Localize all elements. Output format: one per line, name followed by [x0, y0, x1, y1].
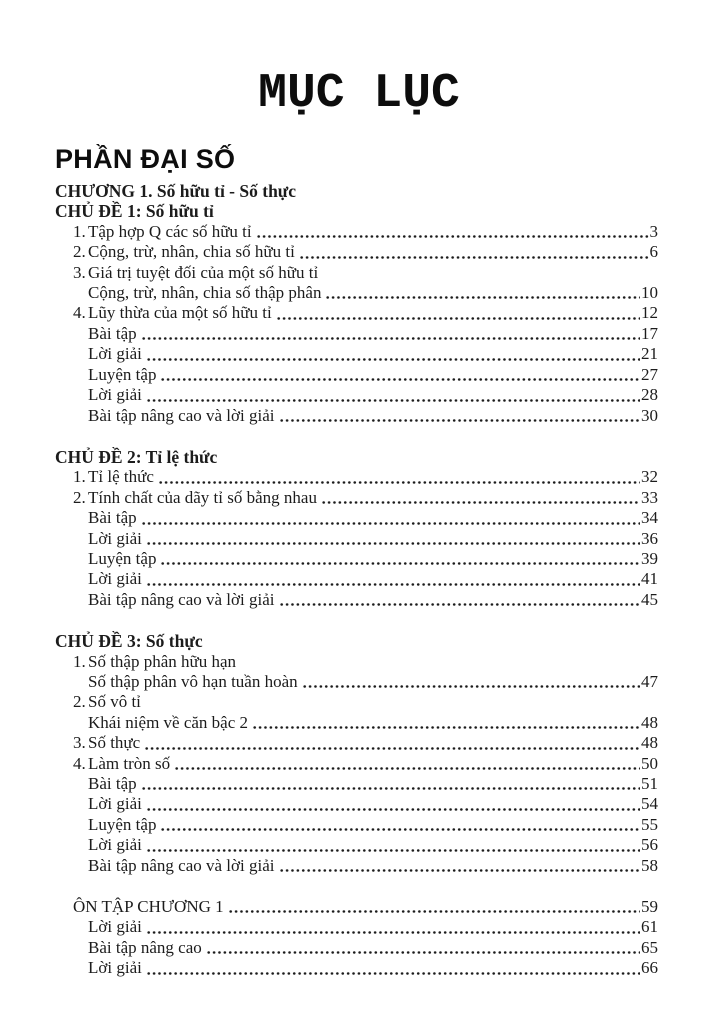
entry-page: 66 [641, 958, 658, 978]
entry-page: 12 [641, 303, 658, 323]
entry-number: 1. [73, 221, 86, 241]
dot-leader [146, 958, 640, 978]
toc-entry[interactable] [55, 897, 658, 917]
entry-number: 3. [73, 262, 86, 282]
toc-entry[interactable] [55, 774, 658, 794]
entry-page: 17 [641, 323, 658, 343]
toc-entry[interactable] [55, 958, 658, 978]
entry-page: 27 [641, 364, 658, 384]
dot-leader [279, 856, 641, 876]
toc-entry[interactable] [55, 590, 658, 610]
entry-number: 2. [73, 242, 86, 262]
toc-entry[interactable] [55, 508, 658, 528]
entry-page: 33 [641, 487, 658, 507]
entry-page: 51 [641, 774, 658, 794]
dot-leader [141, 324, 640, 344]
entry-label: Giá trị tuyệt đối của một số hữu tỉ [88, 262, 319, 282]
toc-entry[interactable] [55, 303, 658, 323]
dot-leader [146, 344, 640, 364]
entry-label: Luyện tập [88, 364, 157, 384]
toc-section [0, 897, 718, 979]
dot-leader [279, 406, 641, 426]
dot-leader [146, 385, 640, 405]
entry-label: Lời giải [88, 385, 142, 405]
page-title: MỤC LỤC [258, 67, 460, 121]
dot-leader [146, 794, 640, 814]
entry-label: Số thập phân hữu hạn [88, 651, 237, 671]
toc-entry[interactable] [55, 549, 658, 569]
toc-entry[interactable] [55, 488, 658, 508]
dot-leader [276, 303, 640, 323]
entry-page: 48 [641, 712, 658, 732]
entry-label: Lời giải [88, 917, 142, 937]
toc-entry[interactable] [55, 324, 658, 344]
entry-label: Luyện tập [88, 548, 157, 568]
topic-heading: CHỦ ĐỀ 3: Số thực [55, 631, 203, 652]
toc-section [0, 631, 718, 876]
dot-leader [146, 835, 640, 855]
dot-leader [160, 549, 640, 569]
entry-label: Cộng, trừ, nhân, chia số thập phân [88, 283, 322, 303]
entry-page: 55 [641, 814, 658, 834]
chapter-heading: CHƯƠNG 1. Số hữu tỉ - Số thực [55, 181, 297, 202]
entry-page: 47 [641, 671, 658, 691]
entry-label: Làm tròn số [88, 753, 171, 773]
toc-section [0, 201, 718, 425]
toc-sections [0, 201, 718, 978]
dot-leader [144, 733, 640, 753]
entry-number: 2. [73, 692, 86, 712]
dot-leader [256, 222, 649, 242]
entry-label: Số thập phân vô hạn tuần hoàn [88, 671, 298, 691]
toc-entry[interactable] [55, 569, 658, 589]
entry-page: 21 [641, 344, 658, 364]
topic-heading: CHỦ ĐỀ 2: Tỉ lệ thức [55, 446, 218, 467]
toc-entry[interactable] [55, 283, 658, 303]
entry-page: 59 [641, 897, 658, 917]
toc-entry[interactable] [55, 794, 658, 814]
entry-page: 48 [641, 733, 658, 753]
entry-label: Lời giải [88, 958, 142, 978]
entry-label: Lời giải [88, 835, 142, 855]
entry-label: Số vô tỉ [88, 692, 141, 712]
entry-label: Khái niệm về căn bậc 2 [88, 712, 249, 732]
entry-page: 28 [641, 385, 658, 405]
toc-entry[interactable] [55, 467, 658, 487]
entry-page: 10 [641, 283, 658, 303]
toc-entry[interactable] [55, 856, 658, 876]
toc-entry[interactable] [55, 754, 658, 774]
toc-entry[interactable] [55, 406, 658, 426]
entry-page: 41 [641, 569, 658, 589]
entry-page: 65 [641, 937, 658, 957]
entry-label: Bài tập [88, 508, 137, 528]
toc-entry[interactable] [55, 672, 658, 692]
entry-number: 4. [73, 303, 86, 323]
toc-entry[interactable] [55, 835, 658, 855]
entry-label: Lời giải [88, 569, 142, 589]
toc-entry[interactable] [55, 652, 658, 672]
toc-entry[interactable] [55, 713, 658, 733]
entry-number: 2. [73, 487, 86, 507]
toc-entry[interactable] [55, 242, 658, 262]
entry-label: Lời giải [88, 794, 142, 814]
toc-entry[interactable] [55, 692, 658, 712]
entry-label: Luyện tập [88, 814, 157, 834]
entry-page: 36 [641, 528, 658, 548]
entry-number: 3. [73, 733, 86, 753]
dot-leader [141, 508, 640, 528]
dot-leader [325, 283, 640, 303]
entry-page: 34 [641, 508, 658, 528]
entry-page: 50 [641, 753, 658, 773]
entry-page: 61 [641, 917, 658, 937]
dot-leader [279, 590, 641, 610]
entry-page: 30 [641, 405, 658, 425]
toc-section [0, 447, 718, 610]
toc-entry[interactable] [55, 222, 658, 242]
entry-page: 3 [649, 221, 658, 241]
toc-entry[interactable] [55, 529, 658, 549]
entry-label: Lũy thừa của một số hữu tỉ [88, 303, 272, 323]
dot-leader [146, 569, 640, 589]
dot-leader [302, 672, 640, 692]
toc-entry[interactable] [55, 365, 658, 385]
entry-page: 32 [641, 467, 658, 487]
entry-label: Lời giải [88, 344, 142, 364]
part-heading: PHẦN ĐẠI SỐ [55, 144, 236, 174]
dot-leader [141, 774, 640, 794]
entry-label: Tập hợp Q các số hữu tỉ [88, 221, 252, 241]
entry-page: 45 [641, 589, 658, 609]
entry-page: 54 [641, 794, 658, 814]
entry-label: Bài tập nâng cao và lời giải [88, 405, 275, 425]
dot-leader [174, 754, 640, 774]
entry-label: Bài tập nâng cao [88, 937, 202, 957]
entry-label: Bài tập nâng cao và lời giải [88, 855, 275, 875]
toc-entry[interactable] [55, 263, 658, 283]
entry-page: 58 [641, 855, 658, 875]
dot-leader [299, 242, 649, 262]
toc-entry[interactable] [55, 344, 658, 364]
entry-label: Bài tập [88, 323, 137, 343]
dot-leader [146, 917, 640, 937]
entry-page: 39 [641, 548, 658, 568]
entry-label: Tính chất của dãy tỉ số bằng nhau [88, 487, 317, 507]
dot-leader [160, 815, 640, 835]
entry-label: Bài tập [88, 774, 137, 794]
entry-label: Tỉ lệ thức [88, 467, 154, 487]
dot-leader [158, 467, 640, 487]
toc-entry[interactable] [55, 815, 658, 835]
toc-entry[interactable] [55, 917, 658, 937]
entry-number: 1. [73, 467, 86, 487]
entry-number: 1. [73, 651, 86, 671]
dot-leader [206, 938, 640, 958]
entry-number: 4. [73, 753, 86, 773]
topic-heading: CHỦ ĐỀ 1: Số hữu tỉ [55, 201, 214, 222]
toc-entry[interactable] [55, 385, 658, 405]
entry-page: 6 [649, 242, 658, 262]
dot-leader [252, 713, 640, 733]
entry-label: Cộng, trừ, nhân, chia số hữu tỉ [88, 242, 295, 262]
entry-label: Số thực [88, 733, 141, 753]
entry-page: 56 [641, 835, 658, 855]
toc-entry[interactable] [55, 938, 658, 958]
dot-leader [321, 488, 640, 508]
toc-entry[interactable] [55, 733, 658, 753]
dot-leader [146, 529, 640, 549]
dot-leader [160, 365, 640, 385]
entry-label: Bài tập nâng cao và lời giải [88, 589, 275, 609]
entry-label: Lời giải [88, 528, 142, 548]
entry-label: ÔN TẬP CHƯƠNG 1 [73, 897, 224, 917]
dot-leader [228, 897, 640, 917]
